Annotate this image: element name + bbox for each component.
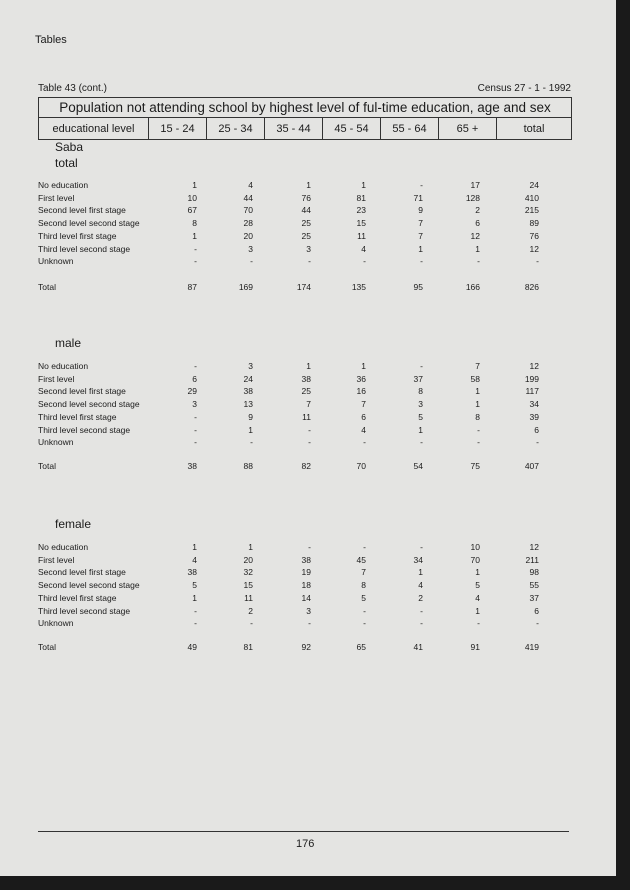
cell-value: 58: [470, 373, 480, 384]
cell-value: 44: [243, 192, 253, 203]
cell-value: 13: [243, 399, 253, 410]
table-row: [38, 231, 578, 243]
cell-value: 10: [187, 192, 197, 203]
cell-value: -: [536, 256, 539, 267]
cell-value: -: [420, 605, 423, 616]
cell-value: -: [420, 256, 423, 267]
cell-value: 4: [418, 580, 423, 591]
cell-value: 76: [529, 230, 539, 241]
cell-value: 174: [296, 282, 311, 292]
cell-value: 11: [244, 592, 253, 603]
cell-value: -: [363, 618, 366, 629]
table-row: [38, 412, 578, 424]
cell-value: 75: [470, 461, 480, 471]
cell-value: 9: [418, 205, 423, 216]
cell-value: -: [536, 437, 539, 448]
row-label: No education: [38, 361, 89, 371]
row-label: No education: [38, 180, 89, 190]
total-row: [38, 642, 578, 654]
cell-value: -: [363, 437, 366, 448]
cell-value: -: [308, 424, 311, 435]
cell-value: 3: [192, 399, 197, 410]
cell-value: -: [420, 361, 423, 371]
cell-value: 37: [529, 592, 539, 603]
footer-rule: [38, 831, 569, 832]
cell-value: 8: [192, 218, 197, 229]
cell-value: 1: [192, 180, 197, 190]
cell-value: 3: [248, 361, 253, 371]
row-label: Second level second stage: [38, 580, 140, 591]
cell-value: 25: [301, 230, 311, 241]
table-header: [38, 97, 572, 140]
cell-value: 7: [418, 230, 423, 241]
row-label: Total: [38, 282, 56, 292]
cell-value: 1: [361, 180, 366, 190]
row-label: Unknown: [38, 437, 74, 448]
section-label: total: [55, 156, 78, 170]
column-header: 45 - 54: [323, 118, 381, 140]
table-row: [38, 244, 578, 256]
cell-value: 2: [475, 205, 480, 216]
table-row: [38, 555, 578, 567]
table-row: [38, 580, 578, 592]
cell-value: 45: [356, 554, 366, 565]
cell-value: 4: [361, 424, 366, 435]
row-label: First level: [38, 554, 75, 565]
cell-value: 3: [248, 243, 253, 254]
column-header: 65 +: [439, 118, 497, 140]
cell-value: 20: [243, 230, 253, 241]
cell-value: 38: [243, 386, 253, 397]
cell-value: 3: [306, 243, 311, 254]
cell-value: 128: [465, 192, 480, 203]
cell-value: 38: [301, 373, 311, 384]
cell-value: 71: [413, 192, 423, 203]
cell-value: 98: [529, 567, 539, 578]
row-label: Third level second stage: [38, 424, 131, 435]
table-row: [38, 567, 578, 579]
row-label: Second level second stage: [38, 399, 140, 410]
cell-value: 1: [418, 243, 423, 254]
cell-value: 92: [301, 642, 311, 652]
cell-value: 39: [529, 411, 539, 422]
cell-value: -: [363, 256, 366, 267]
cell-value: 70: [356, 461, 366, 471]
cell-value: 1: [475, 567, 480, 578]
cell-value: -: [250, 256, 253, 267]
cell-value: 1: [248, 424, 253, 435]
cell-value: 1: [192, 592, 197, 603]
cell-value: 36: [356, 373, 366, 384]
cell-value: 215: [524, 205, 539, 216]
cell-value: 23: [356, 205, 366, 216]
cell-value: 3: [418, 399, 423, 410]
row-label: Total: [38, 461, 56, 471]
row-label: Third level first stage: [38, 592, 117, 603]
row-label: Second level second stage: [38, 218, 140, 229]
cell-value: 7: [418, 218, 423, 229]
table-title: Population not attending school by highest level of ful-time education, age and sex: [39, 98, 572, 118]
cell-value: 3: [306, 605, 311, 616]
cell-value: 12: [470, 230, 480, 241]
table-row: [38, 618, 578, 630]
page-number: 176: [296, 838, 315, 850]
cell-value: 16: [356, 386, 366, 397]
cell-value: 211: [525, 554, 539, 565]
column-header: 15 - 24: [149, 118, 207, 140]
cell-value: 7: [475, 361, 480, 371]
column-header: 25 - 34: [207, 118, 265, 140]
cell-value: 24: [529, 180, 539, 190]
cell-value: 11: [357, 230, 366, 241]
cell-value: 117: [525, 386, 539, 397]
section-label: female: [55, 517, 92, 531]
cell-value: 25: [301, 218, 311, 229]
cell-value: -: [194, 618, 197, 629]
row-label: Unknown: [38, 256, 74, 267]
cell-value: 17: [470, 180, 480, 190]
cell-value: 20: [243, 554, 253, 565]
total-row: [38, 282, 578, 294]
table-row: [38, 218, 578, 230]
cell-value: 15: [356, 218, 366, 229]
cell-value: 55: [529, 580, 539, 591]
row-label: First level: [38, 373, 75, 384]
cell-value: -: [194, 605, 197, 616]
section-label: male: [55, 336, 82, 350]
cell-value: 1: [248, 542, 253, 552]
cell-value: -: [477, 618, 480, 629]
cell-value: 5: [192, 580, 197, 591]
cell-value: -: [308, 542, 311, 552]
cell-value: -: [194, 256, 197, 267]
place-label: Saba: [55, 140, 84, 154]
row-label: No education: [38, 542, 89, 552]
cell-value: 34: [413, 554, 423, 565]
cell-value: 2: [418, 592, 423, 603]
column-header: total: [497, 118, 572, 140]
cell-value: -: [477, 256, 480, 267]
table-row: [38, 193, 578, 205]
row-label: Second level first stage: [38, 567, 126, 578]
cell-value: 54: [413, 461, 423, 471]
cell-value: 67: [187, 205, 197, 216]
cell-value: 8: [361, 580, 366, 591]
table-row: [38, 425, 578, 437]
cell-value: -: [420, 180, 423, 190]
cell-value: 76: [301, 192, 311, 203]
cell-value: 24: [243, 373, 253, 384]
table-number: Table 43 (cont.): [38, 83, 107, 94]
cell-value: 10: [470, 542, 480, 552]
cell-value: 70: [243, 205, 253, 216]
cell-value: 70: [470, 554, 480, 565]
cell-value: 8: [475, 411, 480, 422]
cell-value: 135: [351, 282, 366, 292]
cell-value: 6: [534, 424, 539, 435]
row-label: Third level second stage: [38, 243, 131, 254]
cell-value: 38: [187, 567, 197, 578]
table-row: [38, 399, 578, 411]
cell-value: -: [250, 618, 253, 629]
cell-value: 14: [301, 592, 311, 603]
cell-value: -: [420, 437, 423, 448]
cell-value: 419: [524, 642, 539, 652]
cell-value: 7: [361, 567, 366, 578]
cell-value: 38: [187, 461, 197, 471]
cell-value: 166: [465, 282, 480, 292]
column-header: educational level: [39, 118, 149, 140]
cell-value: 29: [187, 386, 197, 397]
cell-value: 410: [524, 192, 539, 203]
cell-value: -: [250, 437, 253, 448]
column-header: 55 - 64: [381, 118, 439, 140]
cell-value: 6: [475, 218, 480, 229]
cell-value: 38: [301, 554, 311, 565]
cell-value: 4: [361, 243, 366, 254]
cell-value: 41: [413, 642, 423, 652]
row-label: Third level second stage: [38, 605, 131, 616]
table-row: [38, 256, 578, 268]
cell-value: 5: [475, 580, 480, 591]
cell-value: 32: [243, 567, 253, 578]
cell-value: 1: [361, 361, 366, 371]
cell-value: 9: [248, 411, 253, 422]
cell-value: 12: [529, 243, 539, 254]
table-row: [38, 180, 578, 192]
cell-value: 5: [418, 411, 423, 422]
cell-value: 81: [243, 642, 253, 652]
cell-value: 49: [187, 642, 197, 652]
cell-value: 81: [356, 192, 366, 203]
cell-value: 34: [529, 399, 539, 410]
total-row: [38, 461, 578, 473]
row-label: Total: [38, 642, 56, 652]
cell-value: 7: [306, 399, 311, 410]
running-header: Tables: [35, 34, 67, 46]
cell-value: 11: [302, 411, 311, 422]
cell-value: 826: [524, 282, 539, 292]
cell-value: 407: [524, 461, 539, 471]
census-date: Census 27 - 1 - 1992: [477, 83, 571, 94]
table-row: [38, 205, 578, 217]
cell-value: 1: [192, 230, 197, 241]
cell-value: 1: [306, 180, 311, 190]
cell-value: 8: [418, 386, 423, 397]
cell-value: -: [363, 542, 366, 552]
cell-value: 95: [413, 282, 423, 292]
cell-value: -: [194, 411, 197, 422]
cell-value: 65: [356, 642, 366, 652]
row-label: Second level first stage: [38, 386, 126, 397]
cell-value: -: [477, 424, 480, 435]
row-label: First level: [38, 192, 75, 203]
cell-value: 6: [192, 373, 197, 384]
cell-value: -: [420, 542, 423, 552]
cell-value: 6: [361, 411, 366, 422]
table-row: [38, 606, 578, 618]
cell-value: 12: [529, 542, 539, 552]
row-label: Unknown: [38, 618, 74, 629]
cell-value: 1: [192, 542, 197, 552]
cell-value: -: [477, 437, 480, 448]
cell-value: 91: [470, 642, 480, 652]
cell-value: 1: [475, 399, 480, 410]
cell-value: -: [194, 243, 197, 254]
cell-value: -: [194, 424, 197, 435]
cell-value: 1: [418, 424, 423, 435]
cell-value: 89: [529, 218, 539, 229]
cell-value: 44: [301, 205, 311, 216]
row-label: Second level first stage: [38, 205, 126, 216]
cell-value: 15: [243, 580, 253, 591]
cell-value: 88: [243, 461, 253, 471]
cell-value: 19: [301, 567, 311, 578]
cell-value: 18: [301, 580, 311, 591]
cell-value: 25: [301, 386, 311, 397]
cell-value: 199: [524, 373, 539, 384]
cell-value: 1: [418, 567, 423, 578]
cell-value: 1: [475, 605, 480, 616]
cell-value: 1: [475, 386, 480, 397]
cell-value: 12: [529, 361, 539, 371]
table-row: [38, 361, 578, 373]
cell-value: 4: [192, 554, 197, 565]
table-row: [38, 542, 578, 554]
cell-value: 1: [475, 243, 480, 254]
cell-value: 37: [413, 373, 423, 384]
row-label: Third level first stage: [38, 230, 117, 241]
cell-value: 4: [248, 180, 253, 190]
cell-value: 28: [243, 218, 253, 229]
cell-value: -: [363, 605, 366, 616]
table-row: [38, 437, 578, 449]
cell-value: -: [308, 618, 311, 629]
cell-value: 87: [187, 282, 197, 292]
cell-value: 7: [361, 399, 366, 410]
column-header: 35 - 44: [265, 118, 323, 140]
cell-value: -: [308, 256, 311, 267]
cell-value: 5: [361, 592, 366, 603]
cell-value: 6: [534, 605, 539, 616]
cell-value: -: [420, 618, 423, 629]
cell-value: -: [536, 618, 539, 629]
cell-value: -: [308, 437, 311, 448]
cell-value: 1: [306, 361, 311, 371]
cell-value: 2: [248, 605, 253, 616]
cell-value: 4: [475, 592, 480, 603]
table-row: [38, 593, 578, 605]
row-label: Third level first stage: [38, 411, 117, 422]
table-row: [38, 386, 578, 398]
cell-value: 82: [301, 461, 311, 471]
cell-value: -: [194, 361, 197, 371]
cell-value: -: [194, 437, 197, 448]
cell-value: 169: [238, 282, 253, 292]
table-row: [38, 374, 578, 386]
